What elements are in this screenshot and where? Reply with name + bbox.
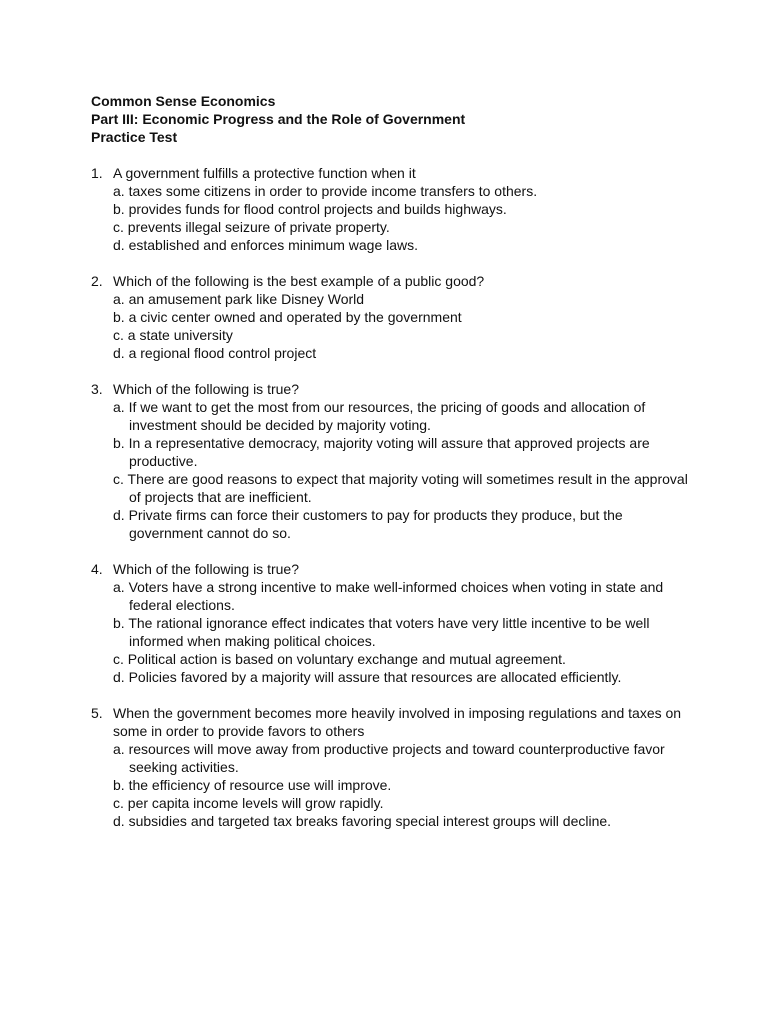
document-header — [91, 92, 731, 146]
question-1 — [91, 164, 731, 254]
question-number: 1. — [91, 165, 103, 181]
question-4 — [91, 560, 731, 686]
answer-choice-b: b. provides funds for flood control projects and builds highways. — [113, 201, 507, 217]
question-3 — [91, 380, 731, 542]
answer-choice-c: c. Political action is based on voluntary exchange and mutual agreement. — [113, 651, 566, 667]
answer-choice-d: d. Private firms can force their customers to pay for products they produce, but the government cannot do so. — [113, 507, 623, 541]
answer-choice-c: c. prevents illegal seizure of private property. — [113, 219, 390, 235]
question-list — [91, 164, 731, 830]
answer-choices — [113, 740, 713, 830]
question-5 — [91, 704, 731, 830]
answer-choice-c: c. per capita income levels will grow rapidly. — [113, 795, 384, 811]
document-subtitle: Part III: Economic Progress and the Role of Government — [91, 111, 466, 127]
answer-choice-a: a. taxes some citizens in order to provide income transfers to others. — [113, 183, 538, 199]
answer-choices — [113, 182, 713, 254]
answer-choice-d: d. a regional flood control project — [113, 345, 317, 361]
question-text: A government fulfills a protective function when it — [113, 165, 416, 181]
answer-choices — [113, 398, 713, 542]
answer-choice-b: b. In a representative democracy, majority voting will assure that approved projects are productive. — [113, 435, 650, 469]
question-number: 5. — [91, 705, 103, 721]
answer-choice-a: a. Voters have a strong incentive to make well-informed choices when voting in state and federal elections. — [113, 579, 664, 613]
question-text: Which of the following is true? — [113, 381, 299, 397]
document-test-label: Practice Test — [91, 129, 178, 145]
answer-choice-b: b. the efficiency of resource use will improve. — [113, 777, 392, 793]
answer-choice-a: a. an amusement park like Disney World — [113, 291, 365, 307]
answer-choice-b: b. The rational ignorance effect indicates that voters have very little incentive to be well informed when making political choices. — [113, 615, 650, 649]
answer-choices — [113, 290, 713, 362]
question-number: 3. — [91, 381, 103, 397]
question-text: When the government becomes more heavily involved in imposing regulations and taxes on some in order to provide favors to others — [113, 705, 682, 739]
question-2 — [91, 272, 731, 362]
answer-choice-a: a. If we want to get the most from our resources, the pricing of goods and allocation of investment should be decided by majority voting. — [113, 399, 646, 433]
answer-choice-d: d. established and enforces minimum wage laws. — [113, 237, 419, 253]
question-text: Which of the following is true? — [113, 561, 299, 577]
question-number: 4. — [91, 561, 103, 577]
answer-choice-a: a. resources will move away from productive projects and toward counterproductive favor seeking activities. — [113, 741, 665, 775]
question-text: Which of the following is the best example of a public good? — [113, 273, 485, 289]
answer-choice-d: d. Policies favored by a majority will assure that resources are allocated efficiently. — [113, 669, 622, 685]
answer-choice-c: c. a state university — [113, 327, 233, 343]
answer-choice-d: d. subsidies and targeted tax breaks favoring special interest groups will decline. — [113, 813, 612, 829]
answer-choice-b: b. a civic center owned and operated by the government — [113, 309, 462, 325]
answer-choice-c: c. There are good reasons to expect that majority voting will sometimes result in the approval of projects that are inefficient. — [113, 471, 688, 505]
document-title: Common Sense Economics — [91, 93, 276, 109]
question-number: 2. — [91, 273, 103, 289]
answer-choices — [113, 578, 713, 686]
